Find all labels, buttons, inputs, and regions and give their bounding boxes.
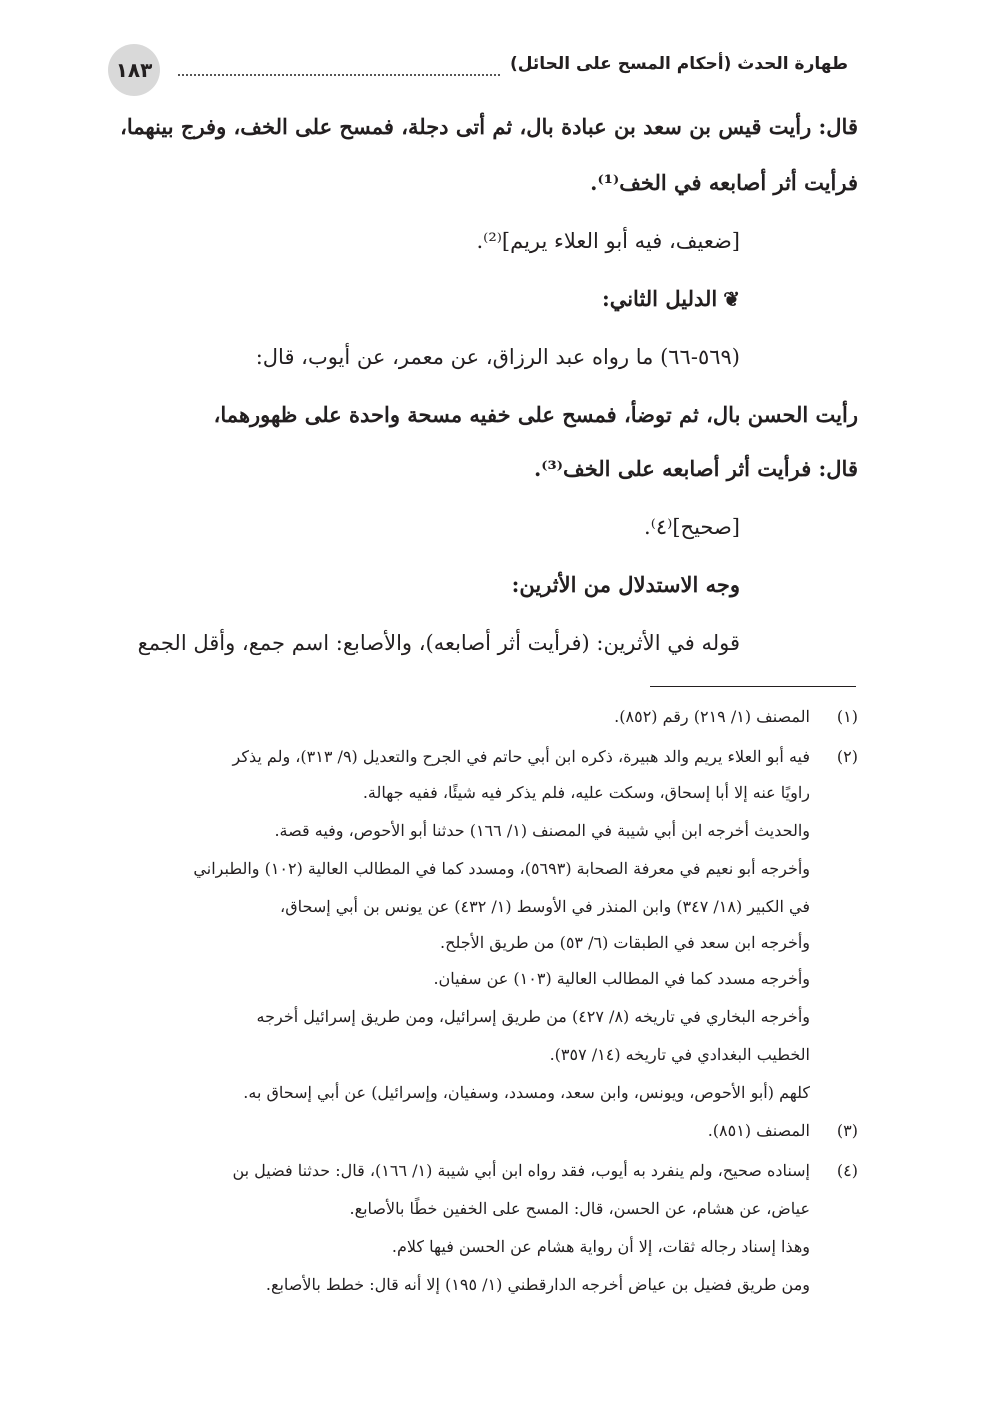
footnote-number: (٤): [836, 1161, 858, 1180]
footnote-line: وهذا إسناد رجاله ثقات، إلا أن رواية هشام عن الحسن فيها كلام.: [391, 1237, 810, 1256]
footnote-line: عياض، عن هشام، عن الحسن، قال: المسح على الخفين خطًا بالأصابع.: [349, 1199, 810, 1218]
footnote-number: (١): [836, 707, 858, 726]
footnote-text: المصنف (١/ ٢١٩) رقم (٨٥٢).: [614, 707, 810, 726]
text-line: رأيت الحسن بال، ثم توضأ، فمسح على خفيه مسحة واحدة على ظهورهما،: [213, 402, 858, 427]
footnote-line: ومن طريق فضيل بن عياض أخرجه الدارقطني (١/ ١٩٥) إلا أنه قال: خطط بالأصابع.: [265, 1275, 810, 1294]
footnote-text: فيه أبو العلاء يريم والد هبيرة، ذكره ابن أبي حاتم في الجرح والتعديل (٩/ ٣١٣)، ولم يذكر: [232, 747, 810, 766]
section-heading: [602, 284, 858, 314]
footnote-line: وأخرجه ابن سعد في الطبقات (٦/ ٥٣) من طريق الأجلح.: [440, 933, 810, 952]
footnote: [232, 1160, 858, 1182]
running-title: طهارة الحدث (أحكام المسح على الحائل): [509, 54, 848, 74]
subheading: وجه الاستدلال من الأثرين:: [511, 572, 740, 597]
footnote-text: المصنف (٨٥١).: [707, 1121, 810, 1140]
text-line: قال: رأيت قيس بن سعد بن عبادة بال، ثم أتى دجلة، فمسح على الخف، وفرج بينهما،: [120, 114, 858, 139]
footnote: [614, 706, 858, 728]
footnote-text: إسناده صحيح، ولم ينفرد به أيوب، فقد رواه ابن أبي شيبة (١/ ١٦٦)، قال: حدثنا فضيل بن: [232, 1161, 810, 1180]
footnote: [233, 746, 858, 768]
page-number: ١٨٣: [108, 44, 160, 96]
text-line: فرأيت أثر أصابعه في الخف⁽¹⁾.: [590, 170, 858, 195]
footnote-line: والحديث أخرجه ابن أبي شيبة في المصنف (١/ ١٦٦) حدثنا أبو الأحوص، وفيه قصة.: [274, 821, 810, 840]
page-header: [108, 44, 848, 96]
text-line: قال: فرأيت أثر أصابعه على الخف⁽³⁾.: [533, 456, 858, 481]
footnote-line: وأخرجه أبو نعيم في معرفة الصحابة (٥٦٩٣)، ومسدد كما في المطالب العالية (١٠٢) والطبراني: [193, 859, 810, 878]
footnote-separator: [650, 686, 856, 687]
footnote-line: الخطيب البغدادي في تاريخه (١٤/ ٣٥٧).: [549, 1045, 810, 1064]
text-line: قوله في الأثرين: (فرأيت أثر أصابعه)، والأصابع: اسم جمع، وأقل الجمع: [137, 631, 740, 655]
leaf-ornament-icon: ❦: [723, 287, 740, 311]
footnote-line: في الكبير (١٨/ ٣٤٧) وابن المنذر في الأوسط (١/ ٤٣٢) عن يونس بن أبي إسحاق،: [280, 897, 810, 916]
footnote-number: (٣): [836, 1121, 858, 1140]
grading-line: [ضعيف، فيه أبو العلاء يريم]⁽²⁾.: [476, 229, 740, 253]
header-dotted-rule-left: [178, 74, 500, 76]
footnote-number: (٢): [836, 747, 858, 766]
footnote-line: وأخرجه البخاري في تاريخه (٨/ ٤٢٧) من طريق إسرائيل، ومن طريق إسرائيل أخرجه: [256, 1007, 810, 1026]
narration-intro: (٥٦٩-٦٦) ما رواه عبد الرزاق، عن معمر، عن أيوب، قال:: [255, 345, 740, 369]
footnote-line: كلهم (أبو الأحوص، ويونس، وابن سعد، ومسدد، وسفيان، وإسرائيل) عن أبي إسحاق به.: [243, 1083, 810, 1102]
footnote-line: راويًا عنه إلا أبا إسحاق، وسكت عليه، فلم يذكر فيه شيئًا، ففيه جهالة.: [362, 783, 810, 802]
footnote-line: وأخرجه مسدد كما في المطالب العالية (١٠٣) عن سفيان.: [433, 969, 810, 988]
section-heading-label: الدليل الثاني:: [601, 286, 718, 311]
footnote: [708, 1120, 858, 1142]
grading-line: [صحيح]⁽٤⁾.: [644, 515, 740, 539]
